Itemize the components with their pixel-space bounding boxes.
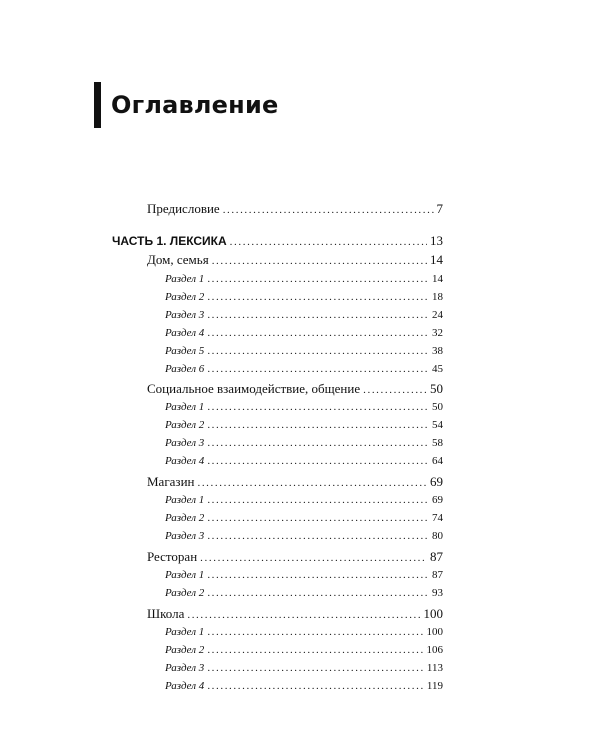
toc-dot-leader (207, 585, 429, 601)
toc-entry-section[interactable] (165, 289, 443, 305)
toc-entry-chapter[interactable] (147, 606, 443, 623)
toc-dot-leader (363, 382, 427, 398)
toc-entry-section[interactable] (165, 510, 443, 526)
toc-entry-chapter[interactable] (147, 381, 443, 398)
toc-entry-label: Раздел 4 (165, 455, 205, 467)
toc-entry-label: Раздел 3 (165, 662, 205, 674)
toc-entry-page-number: 18 (432, 291, 443, 303)
toc-entry-page-number: 119 (426, 680, 443, 692)
toc-entry-label: Раздел 5 (165, 345, 205, 357)
toc-entry-section[interactable] (165, 492, 443, 508)
toc-dot-leader (197, 475, 427, 491)
toc-entry-label: Раздел 6 (165, 363, 205, 375)
toc-dot-leader (212, 253, 427, 269)
toc-entry-section[interactable] (165, 435, 443, 451)
toc-entry-section[interactable] (165, 325, 443, 341)
toc-entry-part[interactable] (112, 233, 443, 250)
toc-entry-label: Раздел 3 (165, 530, 205, 542)
toc-entry-label: Школа (147, 606, 185, 621)
toc-entry-page-number: 50 (430, 381, 443, 396)
toc-entry-label: Раздел 1 (165, 273, 205, 285)
toc-entry-chapter[interactable] (147, 201, 443, 218)
toc-dot-leader (207, 435, 429, 451)
toc-entry-section[interactable] (165, 343, 443, 359)
toc-entry-label: Ресторан (147, 549, 198, 564)
toc-entry-label: Раздел 2 (165, 419, 205, 431)
toc-entry-label: Дом, семья (147, 252, 209, 267)
toc-entry-section[interactable] (165, 307, 443, 323)
toc-entry-section[interactable] (165, 642, 443, 658)
toc-entry-section[interactable] (165, 585, 443, 601)
toc-entry-label: Раздел 2 (165, 512, 205, 524)
toc-entry-page-number: 69 (430, 474, 443, 489)
toc-dot-leader (207, 567, 429, 583)
toc-entry-label: Раздел 2 (165, 644, 205, 656)
toc-entry-page-number: 32 (432, 327, 443, 339)
toc-entry-page-number: 58 (432, 437, 443, 449)
toc-entry-section[interactable] (165, 453, 443, 469)
toc-entry-page-number: 106 (426, 644, 443, 656)
toc-entry-label: Раздел 2 (165, 587, 205, 599)
toc-entry-label: ЧАСТЬ 1. ЛЕКСИКА (112, 234, 227, 248)
toc-entry-section[interactable] (165, 399, 443, 415)
toc-dot-leader (207, 678, 424, 694)
toc-dot-leader (187, 607, 420, 623)
toc-dot-leader (207, 307, 429, 323)
toc-entry-label: Раздел 4 (165, 327, 205, 339)
toc-entry-label: Раздел 4 (165, 680, 205, 692)
toc-dot-leader (230, 234, 427, 250)
toc-dot-leader (200, 550, 427, 566)
toc-entry-section[interactable] (165, 528, 443, 544)
toc-dot-leader (207, 399, 429, 415)
toc-dot-leader (223, 202, 434, 218)
toc-entry-chapter[interactable] (147, 252, 443, 269)
toc-dot-leader (207, 510, 429, 526)
toc-entry-label: Предисловие (147, 201, 220, 216)
toc-entry-page-number: 45 (432, 363, 443, 375)
toc-entry-page-number: 113 (426, 662, 443, 674)
toc-entry-chapter[interactable] (147, 474, 443, 491)
toc-entry-page-number: 74 (432, 512, 443, 524)
toc-entry-section[interactable] (165, 271, 443, 287)
toc-entry-page-number: 14 (430, 252, 443, 267)
toc-dot-leader (207, 492, 429, 508)
toc-entry-page-number: 24 (432, 309, 443, 321)
toc-dot-leader (207, 271, 429, 287)
toc-dot-leader (207, 325, 429, 341)
toc-entry-page-number: 14 (432, 273, 443, 285)
toc-entry-page-number: 50 (432, 401, 443, 413)
toc-entry-section[interactable] (165, 678, 443, 694)
toc-entry-page-number: 69 (432, 494, 443, 506)
toc-entry-label: Раздел 1 (165, 401, 205, 413)
toc-entry-section[interactable] (165, 361, 443, 377)
toc-dot-leader (207, 361, 429, 377)
toc-entry-page-number: 93 (432, 587, 443, 599)
toc-entry-page-number: 100 (426, 626, 443, 638)
toc-dot-leader (207, 343, 429, 359)
toc-dot-leader (207, 528, 429, 544)
toc-entry-label: Раздел 2 (165, 291, 205, 303)
toc-dot-leader (207, 660, 424, 676)
toc-dot-leader (207, 642, 423, 658)
toc-dot-leader (207, 453, 429, 469)
toc-entry-section[interactable] (165, 660, 443, 676)
toc-entry-label: Раздел 1 (165, 569, 205, 581)
toc-dot-leader (207, 417, 429, 433)
toc-entry-label: Социальное взаимодействие, общение (147, 381, 361, 396)
toc-entry-page-number: 87 (432, 569, 443, 581)
toc-dot-leader (207, 289, 429, 305)
toc-entry-section[interactable] (165, 417, 443, 433)
toc-entry-page-number: 7 (436, 201, 443, 216)
toc-entry-section[interactable] (165, 567, 443, 583)
toc-entry-label: Раздел 3 (165, 309, 205, 321)
toc-entry-page-number: 64 (432, 455, 443, 467)
toc-entry-page-number: 80 (432, 530, 443, 542)
toc-entry-chapter[interactable] (147, 549, 443, 566)
toc-entry-label: Магазин (147, 474, 195, 489)
toc-entry-page-number: 100 (423, 606, 443, 621)
toc-entry-label: Раздел 1 (165, 626, 205, 638)
toc-entry-page-number: 38 (432, 345, 443, 357)
toc-entry-section[interactable] (165, 624, 443, 640)
toc-dot-leader (207, 624, 423, 640)
page-title: Оглавление (111, 91, 279, 119)
toc-entry-label: Раздел 3 (165, 437, 205, 449)
toc-entry-label: Раздел 1 (165, 494, 205, 506)
toc-entry-page-number: 54 (432, 419, 443, 431)
toc-entry-page-number: 13 (430, 233, 443, 248)
toc-entry-page-number: 87 (430, 549, 443, 564)
